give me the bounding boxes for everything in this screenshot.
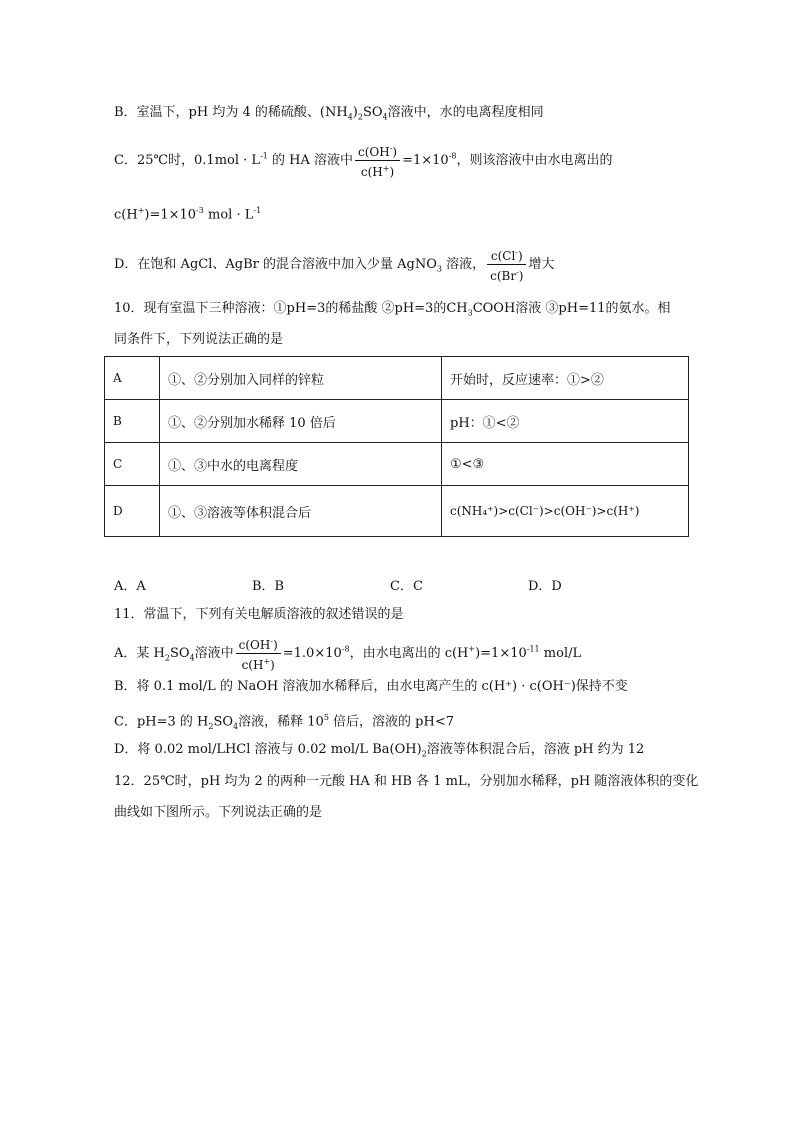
q10-stem-line1: 10．现有室温下三种溶液：①pH=3的稀盐酸 ②pH=3的$CH_3COOH$溶液 ③pH=11的氨水。相 bbox=[114, 301, 671, 318]
q9-b-text1: B．室温下，pH 均为 4 的稀硫酸、 bbox=[114, 105, 320, 120]
choice-c: C．C bbox=[390, 579, 423, 594]
row-result: c(NH₄⁺)>c(Cl⁻)>c(OH⁻)>c(H⁺) bbox=[442, 486, 689, 537]
q12-stem-line2: 曲线如下图所示。下列说法正确的是 bbox=[114, 805, 323, 820]
row-action: ①、③溶液等体积混合后 bbox=[160, 486, 442, 537]
choice-d: D．D bbox=[528, 579, 562, 594]
choice-a: A．A bbox=[114, 579, 146, 594]
q11-stem: 11．常温下，下列有关电解质溶液的叙述错误的是 bbox=[114, 607, 404, 622]
q9-c-fraction: $\frac{c(OH^-)}{c(H^+)}$ bbox=[355, 141, 400, 180]
row-result: 开始时，反应速率：①>② bbox=[442, 357, 689, 400]
row-action: ①、②分别加水稀释 10 倍后 bbox=[160, 400, 442, 443]
q10-options-table bbox=[104, 356, 689, 537]
q9-b-text2: 溶液中，水的电离程度相同 bbox=[387, 105, 544, 120]
q11-option-d: D．将 0.02 mol/LHCl 溶液与 0.02 mol/L $Ba(OH)_2$溶液等体积混合后，溶液 pH 约为 12 bbox=[114, 742, 645, 759]
row-action: ①、③中水的电离程度 bbox=[160, 443, 442, 486]
q11-a-fraction: $\frac{c(OH^-)}{c(H^+)}$ bbox=[236, 634, 281, 673]
q9-option-d: D．在饱和 AgCl、AgBr 的混合溶液中加入少量 AgNO$_3$ 溶液， $\frac{c(Cl^-)}{c(Br^-)}$ 增大 bbox=[114, 245, 554, 284]
q12-stem-line1: 12．25℃时，pH 均为 2 的两种一元酸 HA 和 HB 各 1 mL，分别加水稀释，pH 随溶液体积的变化 bbox=[114, 774, 699, 789]
q10-stem-line2: 同条件下，下列说法正确的是 bbox=[114, 332, 284, 347]
table-row bbox=[105, 486, 689, 537]
row-result: ①<③ bbox=[442, 443, 689, 486]
row-action: ①、②分别加入同样的锌粒 bbox=[160, 357, 442, 400]
row-label: D bbox=[105, 486, 160, 537]
row-label: C bbox=[105, 443, 160, 486]
q9-option-c: C．25℃时，$0.1mol \cdot L^{-1}$ 的 HA 溶液中 $\frac{c(OH^-)}{c(H^+)}$ $=1\times 10^{-8}$，则该溶液中由水电离出的 bbox=[114, 141, 613, 180]
q11-option-c: C．pH=3 的 $H_2SO_4$溶液，稀释 $10^5$ 倍后，溶液的 pH<7 bbox=[114, 713, 455, 731]
row-result: pH：①<② bbox=[442, 400, 689, 443]
row-label: B bbox=[105, 400, 160, 443]
row-label: A bbox=[105, 357, 160, 400]
q11-option-a: A．某 $H_2SO_4$溶液中 $\frac{c(OH^-)}{c(H^+)}$ $=1.0\times 10^{-8}$，由水电离出的 $c(H^+)=1\times 10^{-11}$ mol/L bbox=[114, 634, 581, 673]
q9-option-c-line2: $c(H^+)=1\times 10^{-3}$ mol · $L^{-1}$ bbox=[114, 206, 262, 223]
q9-d-fraction: $\frac{c(Cl^-)}{c(Br^-)}$ bbox=[487, 245, 526, 284]
table-row bbox=[105, 443, 689, 486]
table-row bbox=[105, 357, 689, 400]
choice-b: B．B bbox=[252, 579, 285, 594]
table-row bbox=[105, 400, 689, 443]
q9-option-b: B．室温下，pH 均为 4 的稀硫酸、$(NH_4)_2SO_4$溶液中，水的电离程度相同 bbox=[114, 105, 544, 122]
q11-option-b: B．将 0.1 mol/L 的 NaOH 溶液加水稀释后，由水电离产生的 c(H⁺) · c(OH⁻)保持不变 bbox=[114, 679, 628, 694]
